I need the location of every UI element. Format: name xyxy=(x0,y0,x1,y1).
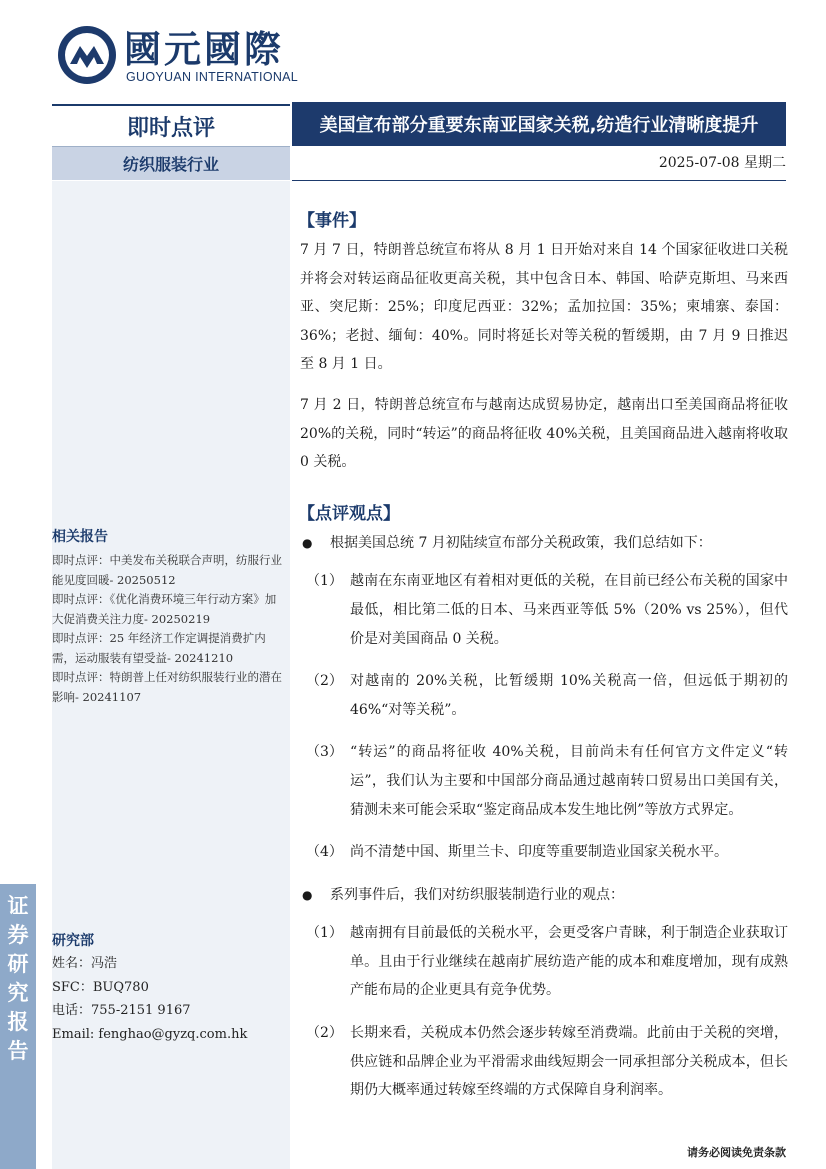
report-type-label: 即时点评 xyxy=(52,104,290,147)
item-number: （2） xyxy=(306,673,343,690)
item-text: 长期来看，关税成本仍然会逐步转嫁至消费端。此前由于关税的突增，供应链和品牌企业为平滑需求曲线短期会一同承担部分关税成本，但长期仍大概率通过转嫁至终端的方式保障自身利润率。 xyxy=(350,1025,788,1099)
header-divider xyxy=(292,180,786,181)
research-dept-heading: 研究部 xyxy=(52,933,94,949)
related-report-item[interactable]: 即时点评：《优化消费环境三年行动方案》加大促消费关注力度- 20250219 xyxy=(52,592,277,626)
item-number: （2） xyxy=(306,1025,343,1042)
bullet-point xyxy=(298,881,788,910)
analyst-phone: 电话：755-2151 9167 xyxy=(52,1003,191,1018)
bullet-icon: ● xyxy=(302,887,313,902)
vertical-tab-label xyxy=(0,892,36,1066)
item-text: 越南在东南亚地区有着相对更低的关税，在目前已经公布关税的国家中最低，相比第二低的日本、马来西亚等低 5%（20% vs 25%），但代价是对美国商品 0 关税。 xyxy=(350,573,788,647)
analyst-email[interactable]: Email: fenghao@gyzq.com.hk xyxy=(52,1026,248,1042)
related-reports-heading: 相关报告 xyxy=(52,529,108,545)
vertical-tab-char: 告 xyxy=(7,1039,29,1063)
analyst-sfc: SFC：BUQ780 xyxy=(52,979,149,995)
bullet-text: 根据美国总统 7 月初陆续宣布部分关税政策，我们总结如下： xyxy=(330,534,712,551)
vertical-tab-char: 报 xyxy=(7,1010,29,1034)
logo-chinese-name: 國元國際 xyxy=(124,28,284,71)
item-text: 尚不清楚中国、斯里兰卡、印度等重要制造业国家关税水平。 xyxy=(350,844,728,861)
disclaimer-footer[interactable]: 请务必阅读免责条款 xyxy=(687,1146,786,1159)
industry-label: 纺织服装行业 xyxy=(52,147,290,180)
event-paragraph: 7 月 2 日，特朗普总统宣布与越南达成贸易协定，越南出口至美国商品将征收 20%的关税，同时“转运”的商品将征收 40%关税，且美国商品进入越南将收取 0 关税。 xyxy=(300,396,788,471)
item-number: （1） xyxy=(306,925,343,942)
numbered-item xyxy=(298,667,788,724)
item-number: （4） xyxy=(306,844,343,861)
report-body xyxy=(298,206,788,1119)
report-date: 2025-07-08 星期二 xyxy=(658,155,786,171)
vertical-tab-char: 研 xyxy=(7,952,29,976)
bullet-icon: ● xyxy=(302,535,313,550)
event-heading: 【事件】 xyxy=(298,211,366,231)
item-number: （3） xyxy=(306,744,343,761)
item-text: 越南拥有目前最低的关税水平，会更受客户青睐，利于制造企业获取订单。且由于行业继续在越南扩展纺造产能的成本和难度增加，现有成熟产能布局的企业更具有竞争优势。 xyxy=(350,925,788,999)
item-number: （1） xyxy=(306,573,343,590)
numbered-item xyxy=(298,919,788,1005)
related-reports-list xyxy=(52,551,282,707)
analyst-name: 姓名：冯浩 xyxy=(52,956,118,971)
bullet-text: 系列事件后，我们对纺织服装制造行业的观点： xyxy=(330,886,624,903)
related-report-item[interactable]: 即时点评：特朗普上任对纺织服装行业的潜在影响- 20241107 xyxy=(52,670,282,704)
logo-english-name: GUOYUAN INTERNATIONAL xyxy=(126,70,299,84)
item-text: 对越南的 20%关税，比暂缓期 10%关税高一倍，但远低于期初的 46%“对等关税”。 xyxy=(350,673,788,718)
event-paragraph: 7 月 7 日，特朗普总统宣布将从 8 月 1 日开始对来自 14 个国家征收进口关税并将会对转运商品征收更高关税，其中包含日本、韩国、哈萨克斯坦、马来西亚、突尼斯：25%；印度尼西亚：32%；孟加拉国：35%；柬埔寨、泰国：36%；老挝、缅甸：40%。同时将延长对等关税的暂缓期，由 7 月 9 日推迟至 8 月 1 日。 xyxy=(300,242,788,373)
bullet-point xyxy=(298,529,788,558)
related-report-item[interactable]: 即时点评：中美发布关税联合声明，纺服行业能见度回暖- 20250512 xyxy=(52,553,282,587)
numbered-item xyxy=(298,838,788,867)
vertical-tab-char: 究 xyxy=(7,981,29,1005)
analyst-contact xyxy=(52,952,282,1046)
numbered-item xyxy=(298,567,788,653)
company-logo-icon xyxy=(56,24,118,86)
vertical-tab-char: 券 xyxy=(7,923,29,947)
numbered-item xyxy=(298,738,788,824)
related-report-item[interactable]: 即时点评：25 年经济工作定调提消费扩内需，运动服装有望受益- 20241210 xyxy=(52,631,266,665)
item-text: “转运”的商品将征收 40%关税，目前尚未有任何官方文件定义“转运”，我们认为主要和中国部分商品通过越南转口贸易出口美国有关，猜测未来可能会采取“鉴定商品成本发生地比例”等放方式界定。 xyxy=(350,744,788,818)
view-heading: 【点评观点】 xyxy=(298,503,400,524)
numbered-item xyxy=(298,1019,788,1105)
vertical-tab-char: 证 xyxy=(7,894,29,918)
report-title: 美国宣布部分重要东南亚国家关税,纺造行业清晰度提升 xyxy=(292,102,786,146)
